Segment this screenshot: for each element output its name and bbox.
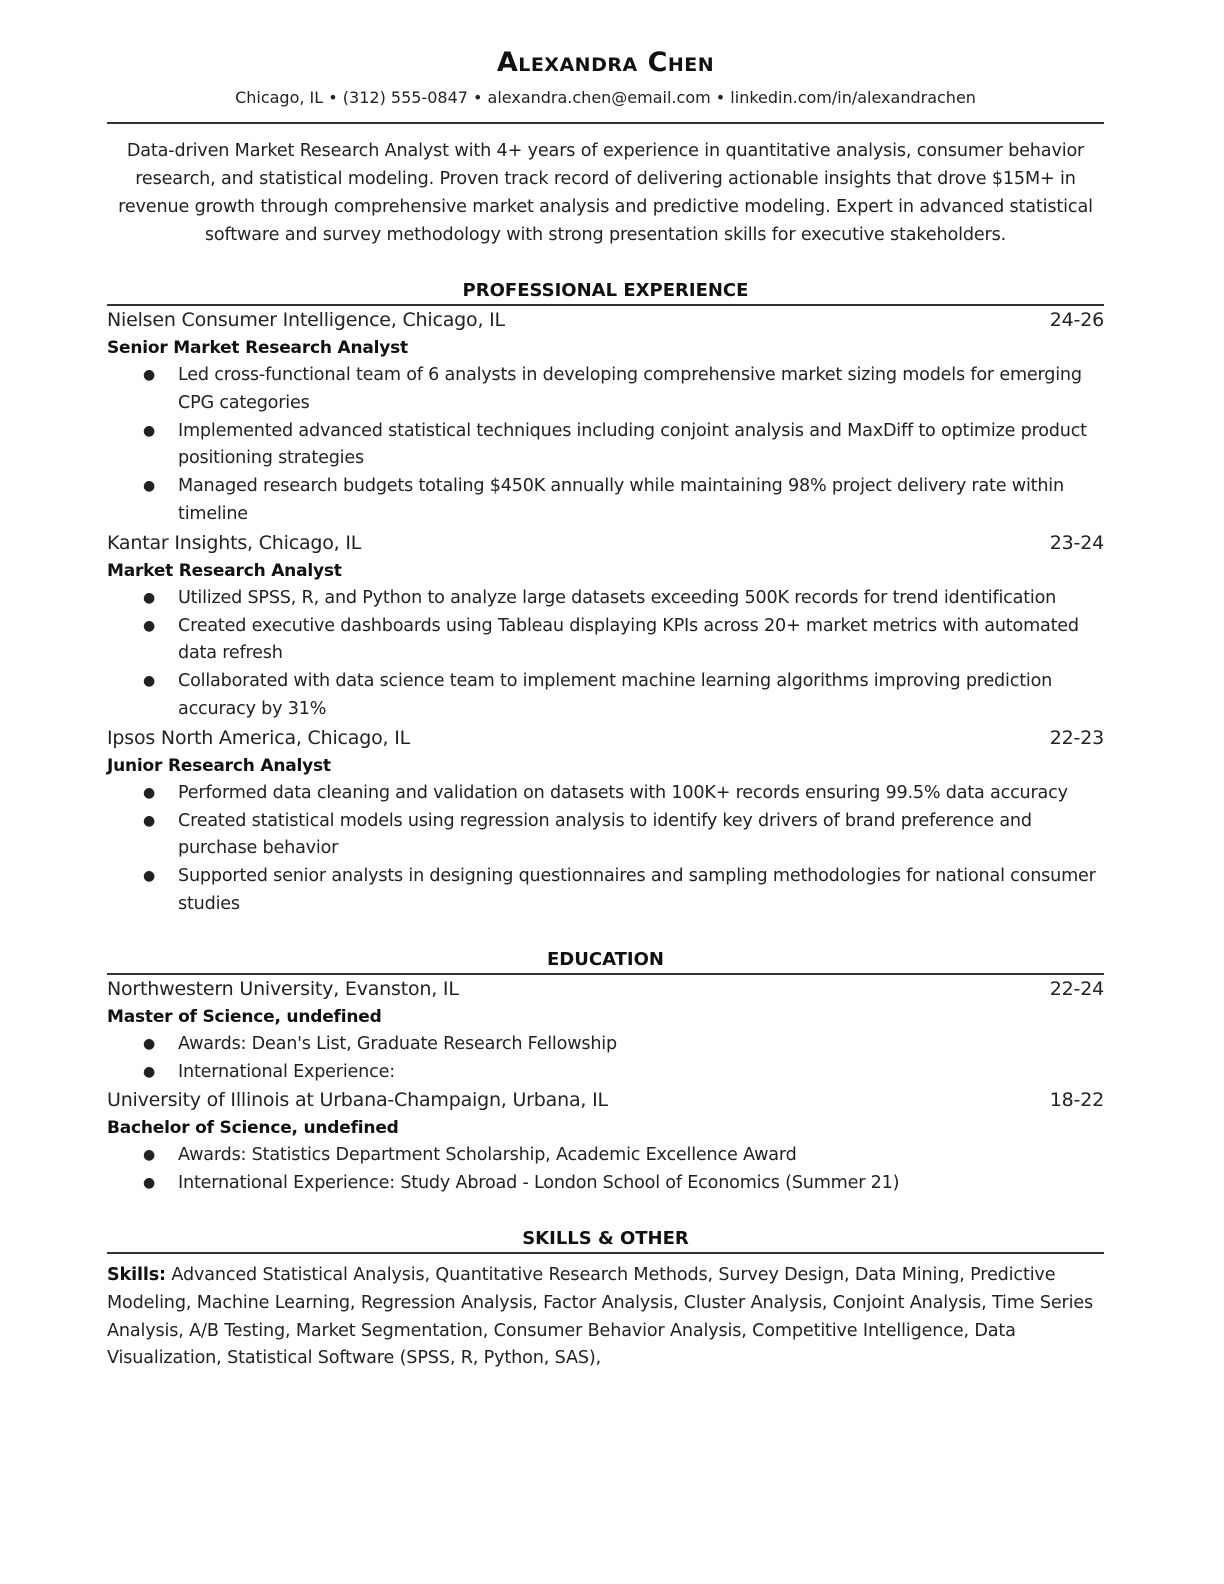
bullet-text: Managed research budgets totaling $450K annually while maintaining 98% project delivery rate within timeline: [178, 476, 1064, 524]
experience-entry: [107, 724, 1104, 919]
bullet-item: [107, 1142, 1104, 1170]
skills-label: Skills:: [107, 1264, 166, 1285]
professional-summary: Data-driven Market Research Analyst with 4+ years of experience in quantitative analysis, consumer behavior research, and statistical modeling. Proven track record of delivering actionable insights that drove $15M+ in revenue growth through comprehensive market analysis and predictive modeling. Expert in advanced statistical software and survey methodology with strong presentation skills for executive stakeholders.: [118, 141, 1093, 245]
institution: University of Illinois at Urbana-Champaign, Urbana, IL: [107, 1089, 608, 1112]
bullet-text: Led cross-functional team of 6 analysts in developing comprehensive market sizing models for emerging CPG categories: [178, 365, 1082, 413]
bullet-text: International Experience: Study Abroad - London School of Economics (Summer 21): [178, 1173, 900, 1194]
experience-entry: [107, 529, 1104, 724]
bullet-text: Performed data cleaning and validation on datasets with 100K+ records ensuring 99.5% data accuracy: [178, 782, 1068, 803]
bullet-dot-icon: ●: [143, 812, 156, 829]
bullet-dot-icon: ●: [143, 1063, 156, 1080]
bullet-dot-icon: ●: [143, 617, 156, 634]
bullet-text: Awards: Statistics Department Scholarship, Academic Excellence Award: [178, 1145, 797, 1166]
skills-paragraph: [107, 1262, 1104, 1373]
degree: Master of Science, undefined: [107, 1006, 382, 1027]
skills-divider: [107, 1252, 1104, 1254]
bullet-list: [107, 780, 1104, 919]
date-range: 23-24: [1049, 531, 1104, 554]
section-title-skills: SKILLS & OTHER: [522, 1227, 689, 1249]
bullet-item: [107, 1059, 1104, 1087]
bullet-item: [107, 613, 1104, 669]
bullet-item: [107, 362, 1104, 418]
section-title-experience: PROFESSIONAL EXPERIENCE: [462, 280, 749, 301]
institution: Northwestern University, Evanston, IL: [107, 977, 459, 1000]
bullet-dot-icon: ●: [143, 868, 156, 885]
degree: Bachelor of Science, undefined: [107, 1118, 399, 1139]
job-title: Junior Research Analyst: [107, 755, 331, 776]
date-range: 22-23: [1049, 726, 1104, 749]
bullet-item: [107, 585, 1104, 613]
skills-list: Advanced Statistical Analysis, Quantitative Research Methods, Survey Design, Data Mining, Predictive Modeling, Machine Learning, Regression Analysis, Factor Analysis, Cluster Analysis, Conjoint Analysis, Time Series Analysis, A/B Testing, Market Segmentation, Consumer Behavior Analysis, Competitive Intelligence, Data Visualization, Statistical Software (SPSS, R, Python, SAS),: [107, 1264, 1094, 1369]
bullet-dot-icon: ●: [143, 1147, 156, 1164]
job-title: Senior Market Research Analyst: [107, 338, 408, 358]
bullet-item: [107, 668, 1104, 724]
bullet-text: International Experience:: [178, 1061, 395, 1082]
date-range: 22-24: [1049, 977, 1104, 1000]
job-title: Market Research Analyst: [107, 560, 342, 581]
bullet-item: [107, 418, 1104, 474]
bullet-dot-icon: ●: [143, 422, 156, 439]
bullet-item: [107, 863, 1104, 919]
bullet-dot-icon: ●: [143, 784, 156, 801]
bullet-text: Created statistical models using regression analysis to identify key drivers of brand preference and purchase behavior: [178, 810, 1032, 859]
date-range: 24-26: [1049, 309, 1104, 331]
date-range: 18-22: [1049, 1089, 1104, 1112]
bullet-text: Collaborated with data science team to implement machine learning algorithms improving prediction accuracy by 31%: [178, 671, 1053, 719]
bullet-list: [107, 585, 1104, 724]
bullet-dot-icon: ●: [143, 367, 156, 383]
bullet-item: [107, 1170, 1104, 1198]
bullet-dot-icon: ●: [143, 1035, 156, 1052]
employer: Nielsen Consumer Intelligence, Chicago, IL: [107, 309, 505, 331]
bullet-text: Implemented advanced statistical techniques including conjoint analysis and MaxDiff to optimize product positioning strategies: [178, 420, 1087, 469]
experience-entry: [107, 306, 1104, 529]
bullet-dot-icon: ●: [143, 478, 156, 495]
bullet-text: Utilized SPSS, R, and Python to analyze large datasets exceeding 500K records for trend identification: [178, 587, 1057, 608]
bullet-dot-icon: ●: [143, 1175, 156, 1192]
contact-line: Chicago, IL • (312) 555-0847 • alexandra.chen@email.com • linkedin.com/in/alexandrachen: [235, 88, 976, 107]
resume-page: [107, 44, 1104, 1373]
education-entry: [107, 975, 1104, 1087]
bullet-text: Supported senior analysts in designing questionnaires and sampling methodologies for national consumer studies: [178, 866, 1096, 914]
bullet-item: [107, 1031, 1104, 1059]
bullet-text: Created executive dashboards using Tableau displaying KPIs across 20+ market metrics with automated data refresh: [178, 615, 1079, 664]
employer: Ipsos North America, Chicago, IL: [107, 726, 410, 749]
bullet-dot-icon: ●: [143, 673, 156, 690]
bullet-list: [107, 1142, 1104, 1198]
header-divider: [107, 122, 1104, 124]
bullet-item: [107, 473, 1104, 529]
bullet-item: [107, 780, 1104, 808]
employer: Kantar Insights, Chicago, IL: [107, 531, 362, 554]
bullet-dot-icon: ●: [143, 589, 156, 606]
bullet-text: Awards: Dean's List, Graduate Research Fellowship: [178, 1033, 617, 1054]
candidate-name: Alexandra Chen: [496, 47, 715, 78]
bullet-list: [107, 1031, 1104, 1087]
section-title-education: EDUCATION: [547, 948, 664, 970]
bullet-list: [107, 362, 1104, 529]
bullet-item: [107, 808, 1104, 864]
education-entry: [107, 1086, 1104, 1198]
